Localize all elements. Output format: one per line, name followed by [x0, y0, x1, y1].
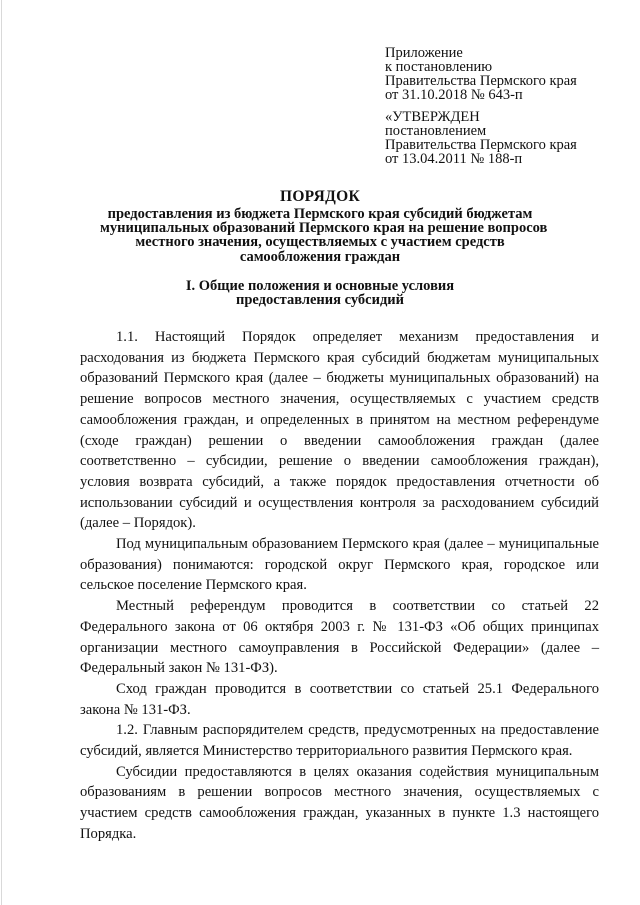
- approval-header: [385, 110, 630, 166]
- subtitle-line: самообложения граждан: [239, 248, 401, 265]
- approval-line: от 13.04.2011 № 188-п: [385, 151, 523, 167]
- body-paragraph: 1.1. Настоящий Порядок определяет механизм предоставления и расходования из бюджета Пермского края субсидий бюджетам муниципальных образований Пермского края (далее – бюджеты муниципальных образований) на решение вопросов местного значения, осуществляемых с участием средств самообложения граждан, и определенных в принятом на местном референдуме (сходе граждан) решении о введении самообложения граждан (далее соответственно – субсидии, решение о введении самообложения граждан), условия возврата субсидий, а также порядок предоставления отчетности об использовании субсидий и осуществления контроля за расходованием субсидий (далее – Порядок).: [80, 329, 599, 532]
- body-paragraph: Субсидии предоставляются в целях оказания содействия муниципальным образованиям в решении вопросов местного значения, осуществляемых с участием средств самообложения граждан, указанных в пункте 1.3 настоящего Порядка.: [80, 763, 599, 842]
- section-heading-line: предоставления субсидий: [235, 292, 404, 309]
- body-paragraph: 1.2. Главным распорядителем средств, предусмотренных на предоставление субсидий, является Министерство территориального развития Пермского края.: [80, 722, 599, 760]
- appendix-line: Приложение: [385, 45, 463, 61]
- document-title: ПОРЯДОК: [279, 188, 361, 205]
- appendix-line: к постановлению: [385, 59, 493, 75]
- appendix-line: от 31.10.2018 № 643-п: [385, 87, 523, 103]
- appendix-header: [385, 46, 630, 102]
- body-paragraph: Под муниципальным образованием Пермского края (далее – муниципальные образования) понимаются: городской округ Пермского края, городское или сельское поселение Пермского края.: [80, 536, 599, 594]
- approval-line: «УТВЕРЖДЕН: [385, 109, 480, 125]
- appendix-line: Правительства Пермского края: [385, 73, 577, 89]
- approval-line: постановлением: [385, 123, 487, 139]
- body-paragraph: Сход граждан проводится в соответствии со статьей 25.1 Федерального закона № 131-ФЗ.: [80, 680, 599, 718]
- document-body: [80, 327, 599, 845]
- subtitle-line: предоставления из бюджета Пермского края субсидий бюджетам: [107, 206, 533, 222]
- subtitle-line: муниципальных образований Пермского края на решение вопросов: [100, 220, 548, 237]
- section-heading-line: I. Общие положения и основные условия: [185, 278, 455, 294]
- body-paragraph: Местный референдум проводится в соответствии со статьей 22 Федерального закона от 06 октября 2003 г. № 131-ФЗ «Об общих принципах организации местного самоуправления в Российской Федерации» (далее – Федеральный закон № 131-ФЗ).: [80, 598, 599, 677]
- section-heading: [120, 279, 520, 307]
- scan-edge-line: [1, 0, 2, 905]
- approval-line: Правительства Пермского края: [385, 137, 577, 153]
- subtitle-line: местного значения, осуществляемых с участием средств: [135, 234, 505, 251]
- document-subtitle: [100, 206, 548, 265]
